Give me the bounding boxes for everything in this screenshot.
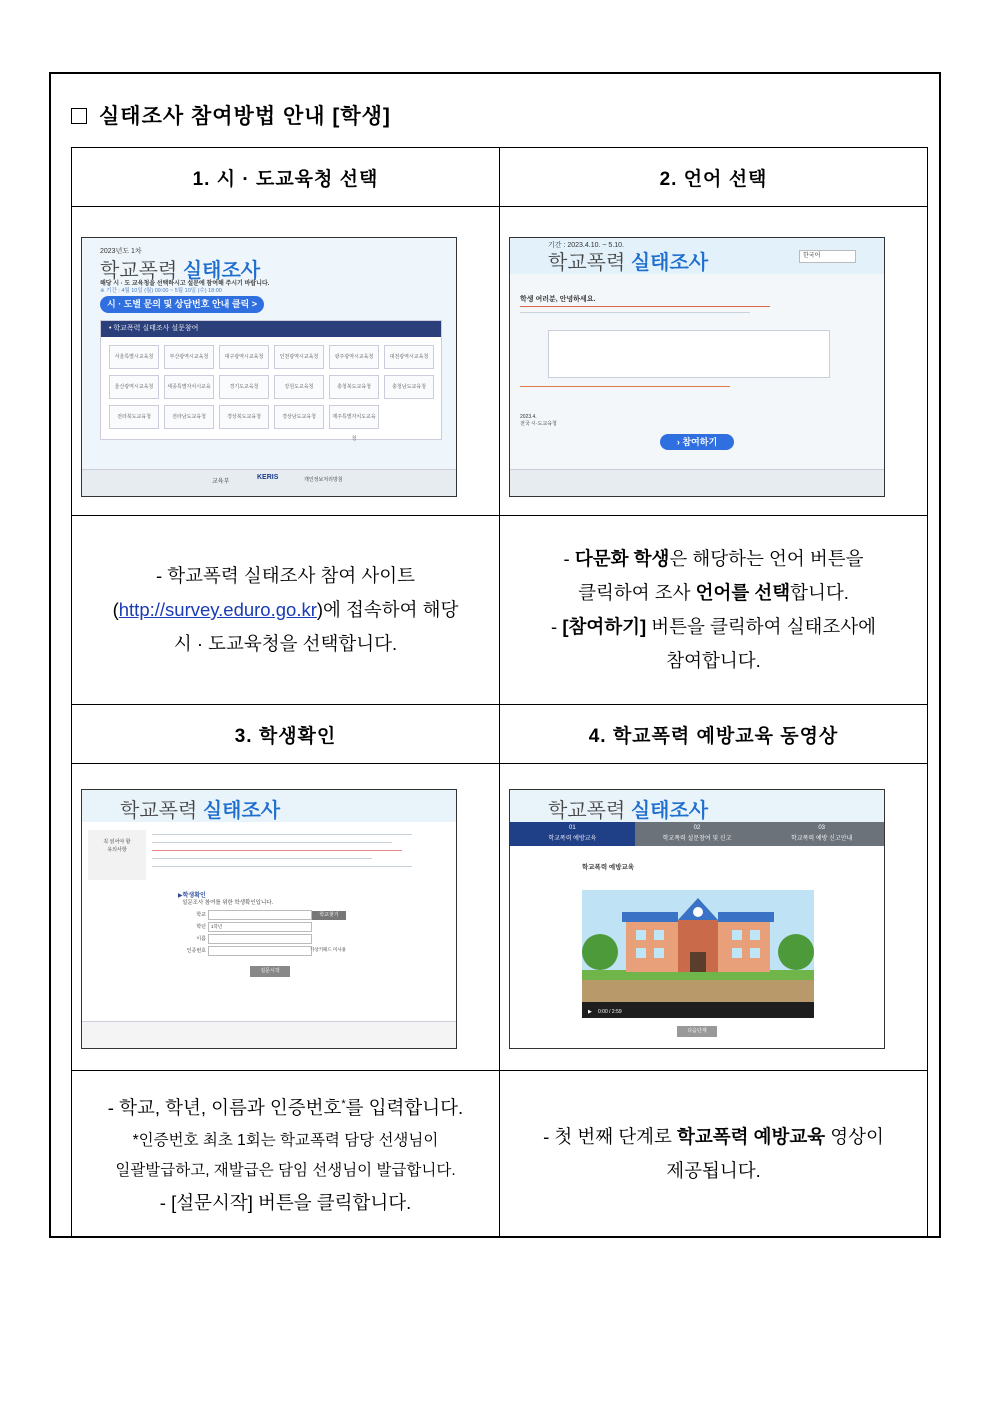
office-button[interactable]: 대구광역시교육청: [219, 345, 269, 369]
office-grid: • 학교폭력 실태조사 설문참여 서울특별시교육청 부산광역시교육청 대구광역시교육청 인천광역시교육청 광주광역시교육청 대전광역시교육청 울산광역시교육청 세종특별자치시교육 경기도교육청 강원도교육청 충청북도교육청 충청남도교육청 전라북도교육청 전라남도교육청 경상북도교육청 경상남도교육청 제주특별자치도교육청: [100, 320, 442, 440]
step-2-screenshot: 기간 : 2023.4.10. ~ 5.10. 학교폭력 실태조사 한국어 학생 여러분, 안녕하세요. 2023.4. 전국 시·도교육청 › 참여하기: [509, 237, 885, 497]
office-button[interactable]: 인천광역시교육청: [274, 345, 324, 369]
form-field-label: 학교: [196, 912, 206, 918]
office-button[interactable]: 서울특별시교육청: [109, 345, 159, 369]
next-step-button[interactable]: 다음단계: [677, 1026, 717, 1037]
office-button[interactable]: 경기도교육청: [219, 375, 269, 399]
office-button[interactable]: 제주특별자치도교육청: [329, 405, 379, 429]
step-3-description: - 학교, 학년, 이름과 인증번호*를 입력합니다. *인증번호 최초 1회는 학교폭력 담당 선생님이 일괄발급하고, 재발급은 담임 선생님이 발급합니다. - [설문시작] 버튼을 클릭합니다.: [72, 1071, 500, 1237]
office-button[interactable]: 경상남도교육청: [274, 405, 324, 429]
office-button[interactable]: 전라남도교육청: [164, 405, 214, 429]
step-3-screenshot: 학교폭력 실태조사 꼭 읽어야 할 유의사항 ▶학생확인 설문조사 참여를 위한 학생확인입니다. 학교 학년 1학년 이름 인증번호 학교찾기 가상키패드 미사용 설문시작: [81, 789, 457, 1049]
step-4-title: 4. 학교폭력 예방교육 동영상: [500, 705, 928, 764]
screenshot-brand: 학교폭력 실태조사: [100, 260, 261, 282]
tab-survey[interactable]: 02 학교폭력 설문참여 및 신고: [635, 822, 760, 846]
office-button[interactable]: 부산광역시교육청: [164, 345, 214, 369]
document-frame: [49, 72, 941, 1238]
language-select[interactable]: 한국어: [799, 250, 856, 263]
screenshot-footer: 교육부 KERIS 개인정보처리방침: [82, 469, 456, 496]
section-heading: 실태조사 참여방법 안내 [학생]: [71, 100, 391, 130]
office-button[interactable]: 세종특별자치시교육: [164, 375, 214, 399]
checkbox-square-icon: [71, 108, 87, 124]
region-contact-button[interactable]: 시 · 도별 문의 및 상담번호 안내 클릭 >: [100, 296, 264, 313]
form-field-label: 이름: [196, 936, 206, 942]
step-2-description: - 다문화 학생은 해당하는 언어 버튼을 클릭하여 조사 언어를 선택합니다. - [참여하기] 버튼을 클릭하여 실태조사에 참여합니다.: [500, 516, 928, 705]
survey-site-link[interactable]: http://survey.eduro.go.kr: [118, 599, 317, 620]
school-illustration-icon: [582, 890, 814, 1018]
step-2-screenshot-cell: [500, 207, 928, 516]
office-button[interactable]: 전라북도교육청: [109, 405, 159, 429]
step-2-title: 2. 언어 선택: [500, 148, 928, 207]
join-button[interactable]: › 참여하기: [660, 434, 734, 450]
school-search-button[interactable]: 학교찾기: [312, 911, 346, 920]
form-field-label: 인증번호: [186, 948, 206, 954]
form-field-input[interactable]: [208, 946, 312, 956]
start-survey-button[interactable]: 설문시작: [250, 966, 290, 977]
step-tabs: [510, 822, 884, 846]
office-button[interactable]: 경상북도교육청: [219, 405, 269, 429]
step-3-screenshot-cell: [72, 764, 500, 1071]
office-button[interactable]: 울산광역시교육청: [109, 375, 159, 399]
step-1-description: - 학교폭력 실태조사 참여 사이트 (http://survey.eduro.go.kr)에 접속하여 해당 시 · 도교육청을 선택합니다.: [72, 516, 500, 705]
steps-table: [71, 147, 928, 1237]
office-button[interactable]: 대전광역시교육청: [384, 345, 434, 369]
office-button[interactable]: 충청남도교육청: [384, 375, 434, 399]
office-button[interactable]: 강원도교육청: [274, 375, 324, 399]
office-button[interactable]: 충청북도교육청: [329, 375, 379, 399]
step-3-title: 3. 학생확인: [72, 705, 500, 764]
office-button[interactable]: 광주광역시교육청: [329, 345, 379, 369]
step-4-description: - 첫 번째 단계로 학교폭력 예방교육 영상이 제공됩니다.: [500, 1071, 928, 1237]
step-1-screenshot: 2023년도 1차 학교폭력 실태조사 해당 시 · 도 교육청을 선택하시고 설문에 참여해 주시기 바랍니다. ※ 기간 : 4월 10일 (월) 09:00 ~ 5월 10일 (수) 18:00 시 · 도별 문의 및 상담번호 안내 클릭 > • 학교폭력 실태조사 설문참여 서울특별시교육청 부산광역시교육청 대구광역시교육청 인천광역시교육청 광주광역시교육청 대전광역시교육청 울산광역시교육청 세종특별자치시교육 경기도교육청 강원도교육청 충청북도교육청 충청남도교육청 전라북도교육청 전라남도교육청 경상북도교육청 경상남도교육청 제주특별자치도교육청 교육부 KERIS 개인정보처리방침: [81, 237, 457, 497]
step-1-screenshot-cell: [72, 207, 500, 516]
step-4-screenshot: 학교폭력 실태조사 01 학교폭력 예방교육 02 학교폭력 설문참여 및 신고 03 학교폭력 예방 신고안내 학교폭력 예방교육 ▶ 0:00 / 2:59 다음단계: [509, 789, 885, 1049]
play-icon[interactable]: ▶: [588, 1009, 592, 1015]
form-field-label: 학년: [196, 924, 206, 930]
tab-prevention-education[interactable]: 01 학교폭력 예방교육: [510, 822, 635, 846]
form-field-input[interactable]: [208, 910, 312, 920]
tab-report-guide[interactable]: 03 학교폭력 예방 신고안내: [759, 822, 884, 846]
form-field-input[interactable]: [208, 934, 312, 944]
step-4-screenshot-cell: [500, 764, 928, 1071]
education-video[interactable]: ▶ 0:00 / 2:59: [582, 890, 814, 1018]
form-field-input[interactable]: 1학년: [208, 922, 312, 932]
step-1-title: 1. 시 · 도교육청 선택: [72, 148, 500, 207]
